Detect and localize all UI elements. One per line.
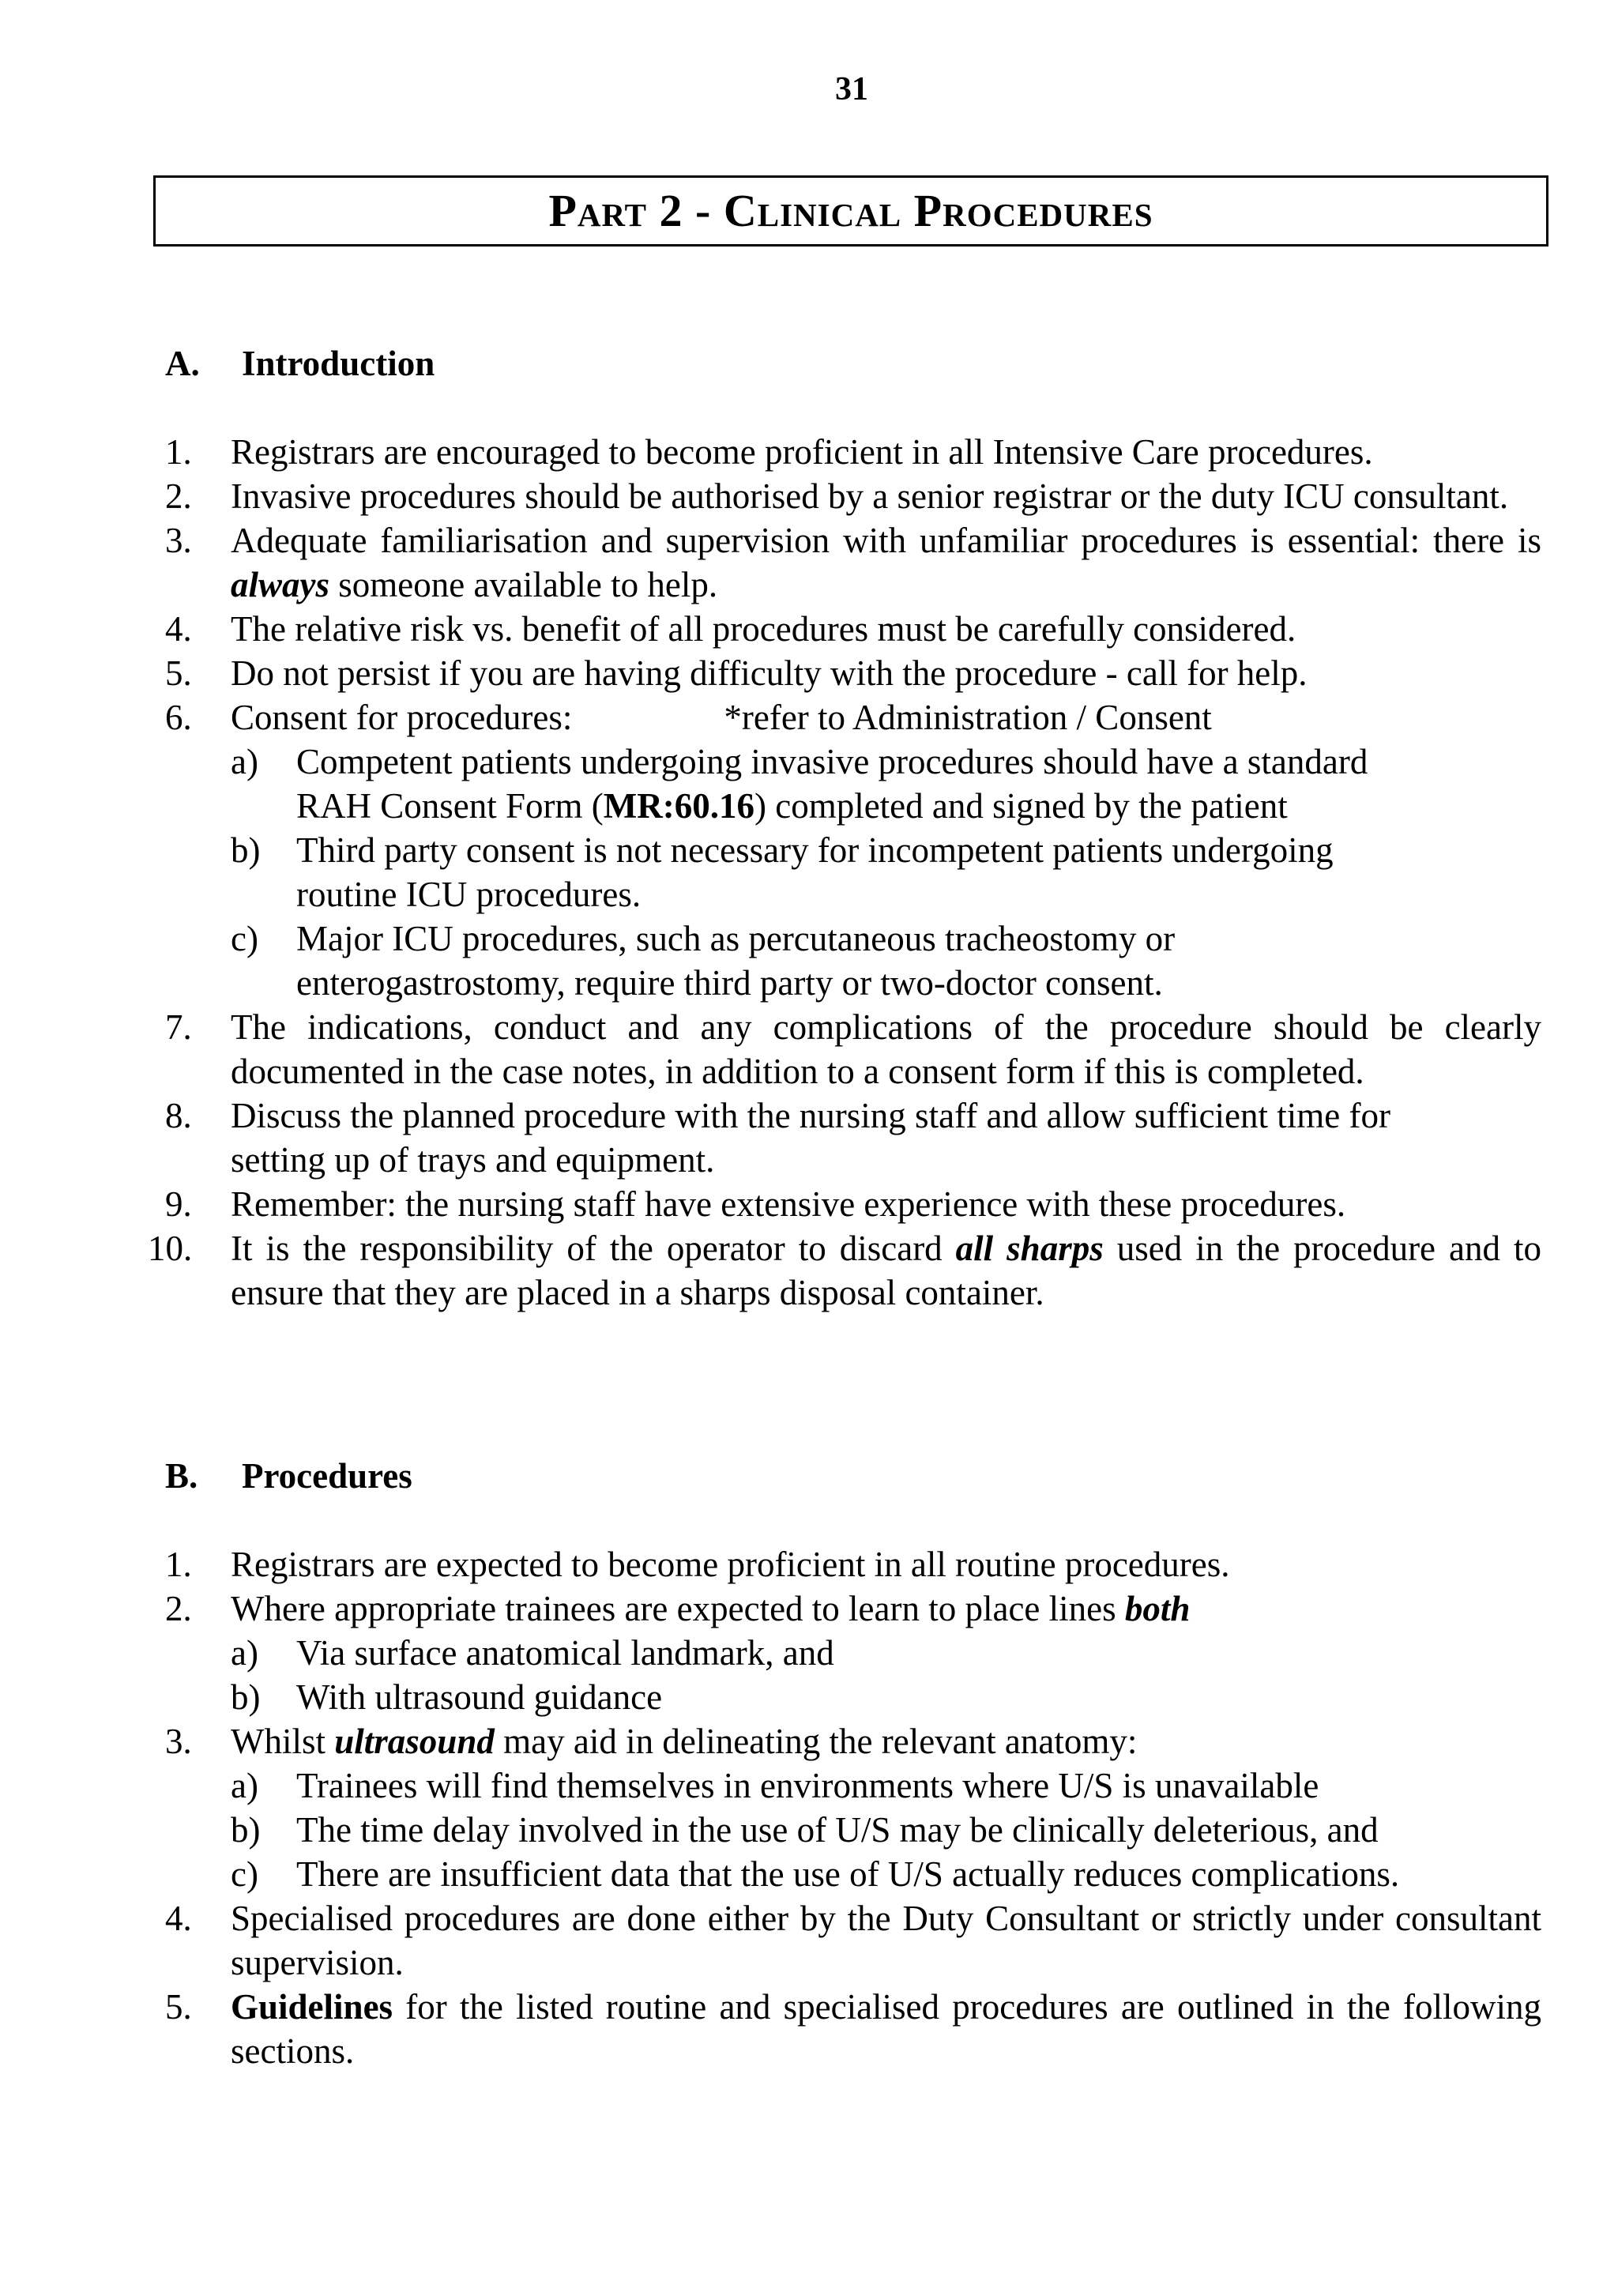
list-item: 3. Adequate familiarisation and supervision with unfamiliar procedures is essential: there is always someone available to help.	[165, 521, 1541, 604]
list-item: 9. Remember: the nursing staff have extensive experience with these procedures.	[165, 1184, 1346, 1224]
list-item: 1. Registrars are expected to become proficient in all routine procedures.	[165, 1545, 1230, 1584]
form-code: MR:60.16	[603, 786, 754, 826]
sub-item: a) Competent patients undergoing invasive procedures should have a standard RAH Consent Form (MR:60.16) completed and signed by the patient	[231, 742, 1368, 826]
sub-item: b) Third party consent is not necessary for incompetent patients undergoing routine ICU procedures.	[231, 830, 1334, 914]
list-item: 2. Invasive procedures should be authorised by a senior registrar or the duty ICU consultant.	[165, 476, 1509, 516]
list-item: 3. Whilst ultrasound may aid in delineating the relevant anatomy: a) Trainees will find themselves in environments where U/S is unavailable b) The time delay involved in the use of U/S may be clinically deleterious, and c) There are insufficient data that the use of U/S actually reduces complications.	[165, 1719, 1541, 1896]
list-item: 7. The indications, conduct and any complications of the procedure should be clearly documented in the case notes, in addition to a consent form if this is completed.	[165, 1007, 1541, 1091]
section-a-heading	[165, 341, 435, 386]
emphasis-all-sharps: all sharps	[955, 1229, 1104, 1268]
cross-reference: *refer to Administration / Consent	[724, 698, 1212, 737]
section-a-letter: A.	[165, 344, 200, 383]
list-item: 1. Registrars are encouraged to become proficient in all Intensive Care procedures.	[165, 432, 1373, 472]
title-box	[153, 175, 1548, 247]
sub-item: a) Via surface anatomical landmark, and	[231, 1633, 834, 1673]
list-item: 10. It is the responsibility of the operator to discard all sharps used in the procedure and to ensure that they are placed in a sharps disposal container.	[148, 1229, 1541, 1312]
emphasis-both: both	[1124, 1589, 1191, 1628]
page-number: 31	[835, 71, 868, 107]
sub-item: c) Major ICU procedures, such as percutaneous tracheostomy or enterogastrostomy, require third party or two-doctor consent.	[231, 919, 1176, 1003]
section-b-heading	[165, 1454, 412, 1498]
list-item: 5. Do not persist if you are having difficulty with the procedure - call for help.	[165, 653, 1308, 693]
list-item: 6. Consent for procedures: *refer to Administration / Consent a) Competent patients undergoing invasive procedures should have a standard RAH Consent Form (MR:60.16) completed and signed by the patient b) Third party consent is not necessary for incompetent patients undergoing routine ICU procedures. c) Major ICU procedures, such as percutaneous tracheostomy or enterogastrostomy, require third party or two-doctor consent.	[165, 695, 1541, 1005]
emphasis-guidelines: Guidelines	[231, 1987, 393, 2027]
section-a-list	[148, 430, 1541, 1315]
sub-item: b) With ultrasound guidance	[231, 1677, 663, 1717]
emphasis-always: always	[231, 565, 330, 604]
emphasis-ultrasound: ultrasound	[334, 1722, 495, 1761]
section-a-title: Introduction	[242, 344, 435, 383]
section-b-list	[165, 1542, 1541, 2073]
sub-item: b) The time delay involved in the use of U/S may be clinically deleterious, and	[231, 1810, 1379, 1850]
sub-item: a) Trainees will find themselves in environments where U/S is unavailable	[231, 1766, 1319, 1805]
list-item: 4. Specialised procedures are done either by the Duty Consultant or strictly under consultant supervision.	[165, 1899, 1541, 1982]
list-item: 5. Guidelines for the listed routine and specialised procedures are outlined in the following sections.	[165, 1987, 1541, 2071]
list-item: 8. Discuss the planned procedure with the nursing staff and allow sufficient time for setting up of trays and equipment.	[165, 1096, 1390, 1180]
page-title: Part 2 - Clinical Procedures	[548, 185, 1153, 236]
list-item: 2. Where appropriate trainees are expected to learn to place lines both a) Via surface anatomical landmark, and b) With ultrasound guidance	[165, 1586, 1541, 1719]
sub-item: c) There are insufficient data that the use of U/S actually reduces complications.	[231, 1854, 1400, 1894]
section-b-letter: B.	[165, 1456, 198, 1496]
section-b-title: Procedures	[242, 1456, 412, 1496]
list-item: 4. The relative risk vs. benefit of all procedures must be carefully considered.	[165, 609, 1296, 649]
